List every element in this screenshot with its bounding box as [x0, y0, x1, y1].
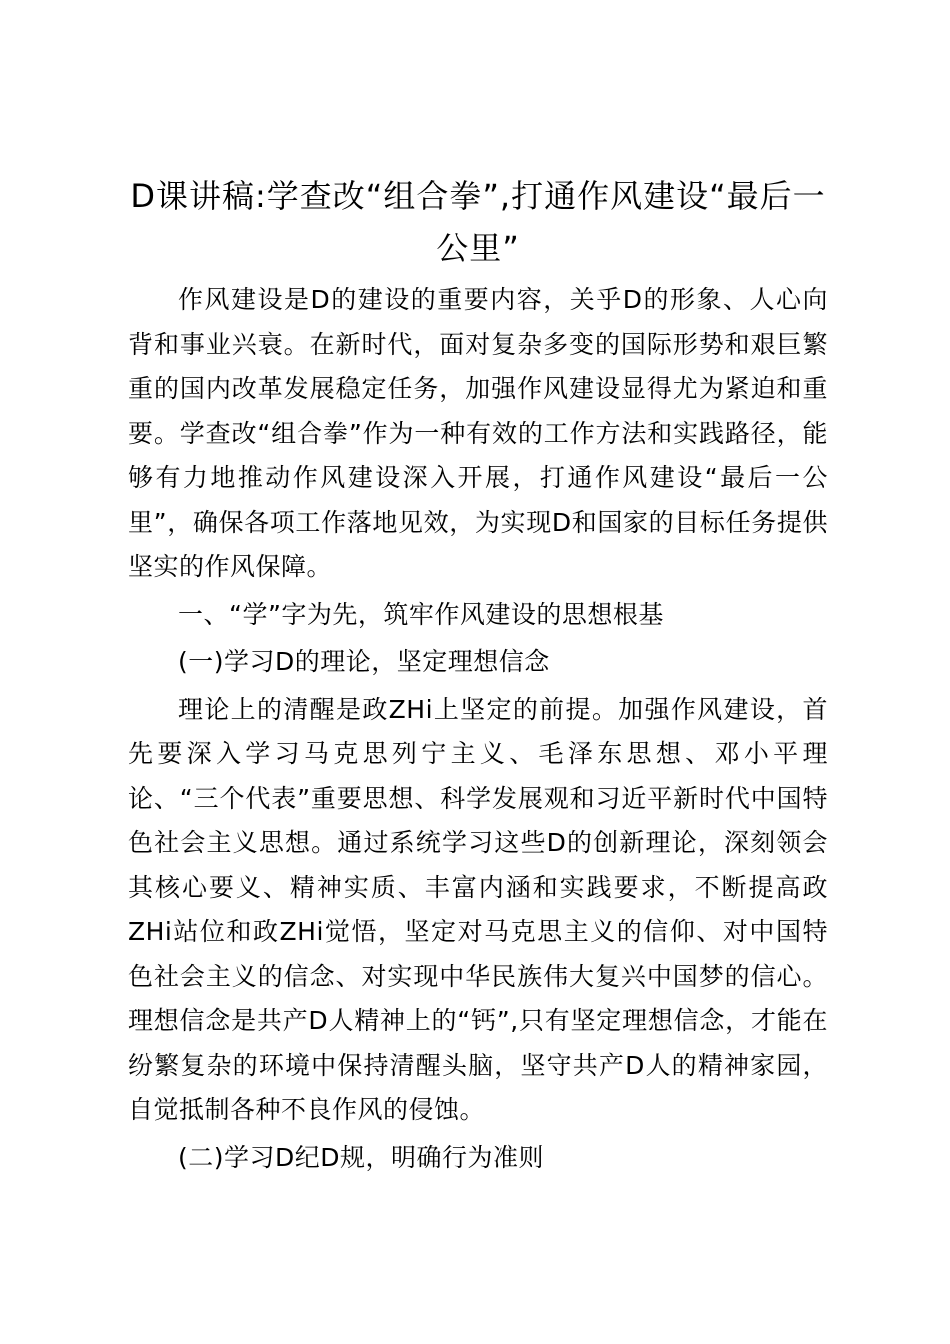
document-title: D课讲稿:学查改“组合拳”,打通作风建设“最后一公里” — [130, 177, 826, 267]
section-1-paragraph: 理论上的清醒是政ZHi上坚定的前提。加强作风建设，首先要深入学习马克思列宁主义、毛泽东思想、邓小平理论、“三个代表”重要思想、科学发展观和习近平新时代中国特色社会主义思想。通过系统学习这些D的创新理论，深刻领会其核心要义、精神实质、丰富内涵和实践要求，不断提高政ZHi站位和政ZHi觉悟，坚定对马克思主义的信仰、对中国特色社会主义的信念、对实现中华民族伟大复兴中国梦的信心。理想信念是共产D人精神上的“钙”,只有坚定理想信念，才能在纷繁复杂的环境中保持清醒头脑，坚守共产D人的精神家园，自觉抵制各种不良作风的侵蚀。 — [128, 694, 828, 1124]
document-body — [128, 278, 828, 1183]
subsection-heading-2: (二)学习D纪D规，明确行为准则 — [178, 1142, 545, 1172]
section-heading-1: 一、“学”字为先，筑牢作风建设的思想根基 — [178, 599, 664, 629]
intro-paragraph: 作风建设是D的建设的重要内容，关乎D的形象、人心向背和事业兴衰。在新时代，面对复杂多变的国际形势和艰巨繁重的国内改革发展稳定任务，加强作风建设显得尤为紧迫和重要。学查改“组合拳”作为一种有效的工作方法和实践路径，能够有力地推动作风建设深入开展，打通作风建设“最后一公里”，确保各项工作落地见效，为实现D和国家的目标任务提供坚实的作风保障。 — [128, 285, 828, 581]
subsection-heading-1: (一)学习D的理论，坚定理想信念 — [178, 647, 550, 676]
